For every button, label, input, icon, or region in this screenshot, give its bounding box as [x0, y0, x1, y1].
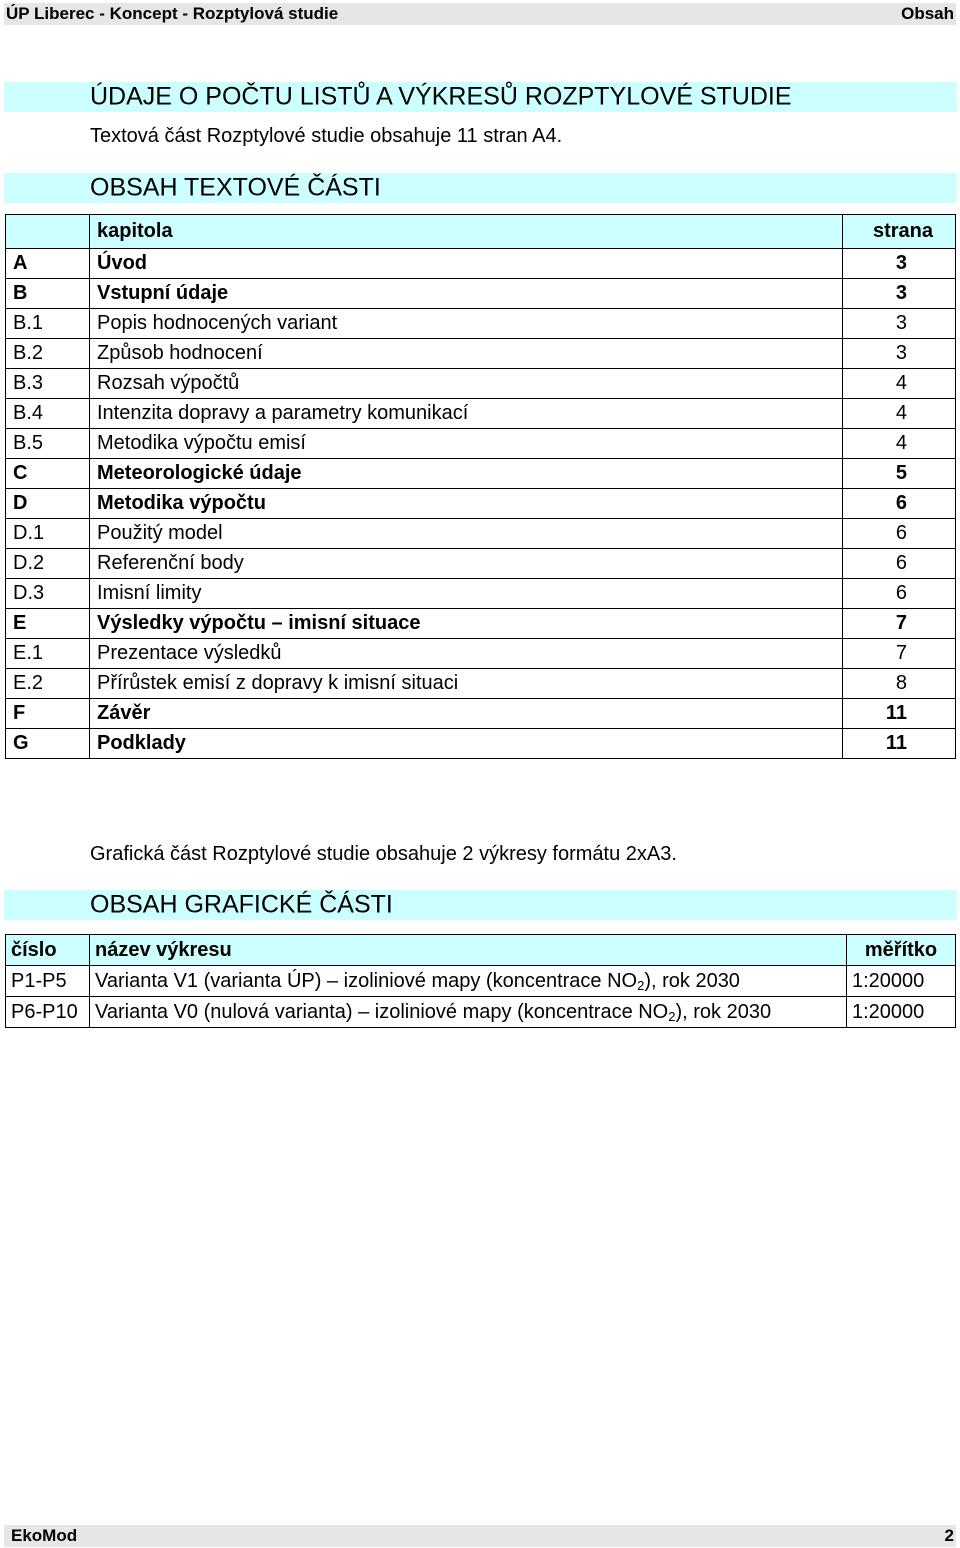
toc-code: B.3 — [6, 369, 90, 399]
toc-code: B — [6, 279, 90, 309]
drawing-name-subscript: 2 — [637, 977, 645, 993]
toc-row — [6, 429, 956, 459]
toc-page: 7 — [843, 609, 956, 639]
toc-code: D.3 — [6, 579, 90, 609]
toc-page: 11 — [843, 729, 956, 759]
toc-row — [6, 369, 956, 399]
toc-page: 6 — [843, 549, 956, 579]
toc-title: Imisní limity — [90, 579, 843, 609]
toc-row — [6, 339, 956, 369]
gfx-header-name: název výkresu — [90, 935, 847, 966]
toc-code: D.2 — [6, 549, 90, 579]
toc-code: E.2 — [6, 669, 90, 699]
toc-title: Použitý model — [90, 519, 843, 549]
toc-page: 3 — [843, 249, 956, 279]
toc-title: Popis hodnocených variant — [90, 309, 843, 339]
toc-title: Podklady — [90, 729, 843, 759]
text-toc-table — [5, 214, 956, 759]
text-toc-header-row — [6, 215, 956, 249]
graphic-toc-table — [5, 934, 956, 1028]
toc-page: 5 — [843, 459, 956, 489]
toc-title: Prezentace výsledků — [90, 639, 843, 669]
text-toc-title: OBSAH TEXTOVÉ ČÁSTI — [90, 173, 381, 202]
toc-page: 7 — [843, 639, 956, 669]
toc-row — [6, 279, 956, 309]
section-title: ÚDAJE O POČTU LISTŮ A VÝKRESŮ ROZPTYLOVÉ STUDIE — [90, 82, 792, 111]
drawing-name-suffix: ), rok 2030 — [675, 1000, 772, 1023]
drawing-number: P1-P5 — [6, 966, 90, 997]
page-header — [4, 3, 956, 25]
toc-code: F — [6, 699, 90, 729]
gfx-header-number: číslo — [6, 935, 90, 966]
header-section-name: Obsah — [901, 4, 954, 23]
toc-code: B.2 — [6, 339, 90, 369]
toc-title: Metodika výpočtu — [90, 489, 843, 519]
toc-title: Způsob hodnocení — [90, 339, 843, 369]
toc-row — [6, 669, 956, 699]
toc-row — [6, 249, 956, 279]
toc-page: 6 — [843, 489, 956, 519]
drawing-row — [6, 966, 956, 997]
toc-code: C — [6, 459, 90, 489]
toc-row — [6, 639, 956, 669]
gfx-header-scale: měřítko — [847, 935, 956, 966]
drawing-number: P6-P10 — [6, 997, 90, 1028]
drawing-scale: 1:20000 — [847, 997, 956, 1028]
toc-title: Výsledky výpočtu – imisní situace — [90, 609, 843, 639]
drawing-name-suffix: ), rok 2030 — [644, 969, 740, 992]
toc-page: 4 — [843, 399, 956, 429]
page-footer — [4, 1525, 956, 1547]
toc-page: 4 — [843, 429, 956, 459]
toc-page: 11 — [843, 699, 956, 729]
toc-code: A — [6, 249, 90, 279]
toc-title: Vstupní údaje — [90, 279, 843, 309]
toc-header-chapter: kapitola — [90, 215, 843, 249]
toc-header-page: strana — [843, 215, 956, 249]
graphic-part-note: Grafická část Rozptylové studie obsahuje 2 výkresy formátu 2xA3. — [90, 843, 677, 865]
toc-code: B.4 — [6, 399, 90, 429]
toc-code: B.1 — [6, 309, 90, 339]
toc-title: Úvod — [90, 249, 843, 279]
drawing-name-text: Varianta V0 (nulová varianta) – izoliniové mapy (koncentrace NO — [95, 1000, 669, 1023]
graphic-toc-header-row — [6, 935, 956, 966]
toc-page: 4 — [843, 369, 956, 399]
toc-row — [6, 489, 956, 519]
toc-page: 8 — [843, 669, 956, 699]
toc-code: D.1 — [6, 519, 90, 549]
toc-page: 3 — [843, 279, 956, 309]
toc-row — [6, 699, 956, 729]
toc-code: G — [6, 729, 90, 759]
footer-company: EkoMod — [11, 1526, 78, 1545]
toc-title: Rozsah výpočtů — [90, 369, 843, 399]
toc-row — [6, 399, 956, 429]
toc-title: Závěr — [90, 699, 843, 729]
text-toc-title-band — [4, 173, 957, 203]
toc-row — [6, 309, 956, 339]
toc-row — [6, 519, 956, 549]
graphic-toc-title: OBSAH GRAFICKÉ ČÁSTI — [90, 890, 393, 919]
section-title-band — [4, 82, 957, 112]
footer-page-number: 2 — [944, 1526, 954, 1545]
toc-row — [6, 609, 956, 639]
toc-row — [6, 549, 956, 579]
toc-title: Metodika výpočtu emisí — [90, 429, 843, 459]
drawing-row — [6, 997, 956, 1028]
drawing-name — [90, 997, 847, 1028]
toc-page: 3 — [843, 309, 956, 339]
toc-page: 6 — [843, 579, 956, 609]
drawing-name-subscript: 2 — [668, 1008, 676, 1024]
toc-title: Referenční body — [90, 549, 843, 579]
drawing-name-text: Varianta V1 (varianta ÚP) – izoliniové mapy (koncentrace NO — [95, 969, 638, 992]
drawing-scale: 1:20000 — [847, 966, 956, 997]
toc-page: 3 — [843, 339, 956, 369]
toc-page: 6 — [843, 519, 956, 549]
toc-row — [6, 459, 956, 489]
toc-row — [6, 729, 956, 759]
toc-code: D — [6, 489, 90, 519]
toc-header-code-cell — [6, 215, 90, 249]
toc-code: E.1 — [6, 639, 90, 669]
toc-row — [6, 579, 956, 609]
text-part-note: Textová část Rozptylové studie obsahuje 11 stran A4. — [90, 125, 563, 147]
toc-title: Meteorologické údaje — [90, 459, 843, 489]
toc-code: E — [6, 609, 90, 639]
toc-code: B.5 — [6, 429, 90, 459]
header-document-title: ÚP Liberec - Koncept - Rozptylová studie — [6, 4, 339, 23]
drawing-name — [90, 966, 847, 997]
graphic-toc-title-band — [4, 890, 957, 920]
toc-title: Intenzita dopravy a parametry komunikací — [90, 399, 843, 429]
toc-title: Přírůstek emisí z dopravy k imisní situaci — [90, 669, 843, 699]
